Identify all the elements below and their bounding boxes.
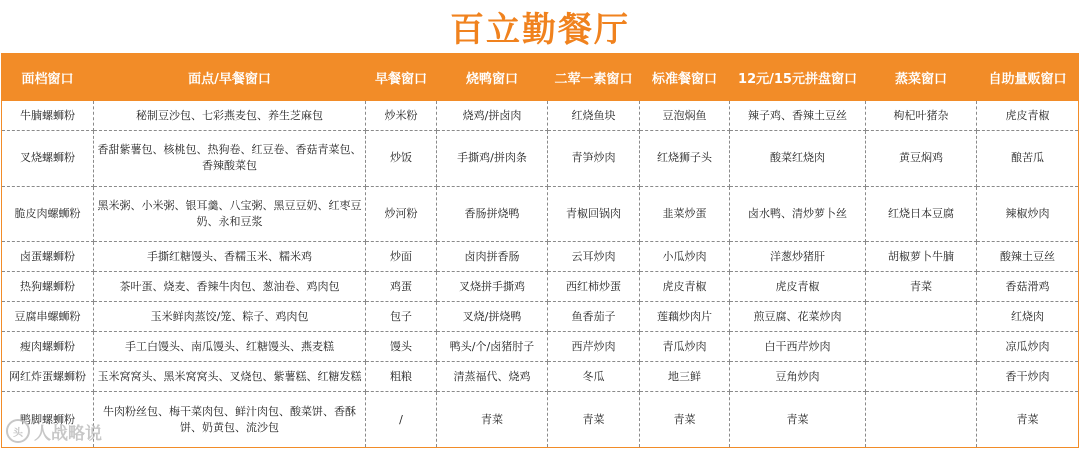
table-cell: 鸭脚螺蛳粉: [2, 392, 94, 448]
table-cell: 青笋炒肉: [548, 131, 640, 186]
table-cell: 小瓜炒肉: [640, 242, 730, 272]
table-cell: 热狗螺蛳粉: [2, 272, 94, 302]
table-cell: 胡椒萝卜牛腩: [866, 242, 977, 272]
table-cell: 豆角炒肉: [730, 362, 866, 392]
table-cell: 青菜: [437, 392, 548, 448]
table-cell: 辣椒炒肉: [977, 186, 1079, 241]
table-cell: 手工白馒头、南瓜馒头、红糖馒头、燕麦糕: [94, 332, 366, 362]
header-cell: 标准餐窗口: [640, 54, 730, 101]
table-cell: 青瓜炒肉: [640, 332, 730, 362]
table-cell: 青椒回锅肉: [548, 186, 640, 241]
table-cell: 清蒸福代、烧鸡: [437, 362, 548, 392]
table-cell: 洋葱炒猪肝: [730, 242, 866, 272]
table-cell: 枸杞叶猪杂: [866, 101, 977, 131]
table-cell: 鸡蛋: [366, 272, 437, 302]
table-cell: 红烧肉: [977, 302, 1079, 332]
table-cell: 炒面: [366, 242, 437, 272]
table-cell: 叉烧/拼烧鸭: [437, 302, 548, 332]
table-cell: 网红炸蛋螺蛳粉: [2, 362, 94, 392]
table-cell: 青菜: [866, 272, 977, 302]
table-row: [2, 186, 1079, 241]
table-cell: 辣子鸡、香辣土豆丝: [730, 101, 866, 131]
table-row: [2, 392, 1079, 448]
header-cell: 二荤一素窗口: [548, 54, 640, 101]
header-cell: 蒸菜窗口: [866, 54, 977, 101]
table-cell: 西芹炒肉: [548, 332, 640, 362]
table-cell: 馒头: [366, 332, 437, 362]
table-cell: 手撕鸡/拼肉条: [437, 131, 548, 186]
page-title: 百立勤餐厅: [450, 9, 630, 50]
header-cell: 早餐窗口: [366, 54, 437, 101]
table-cell: 鱼香茄子: [548, 302, 640, 332]
table-cell: 香菇滑鸡: [977, 272, 1079, 302]
table-cell: 煎豆腐、花菜炒肉: [730, 302, 866, 332]
table-cell: 酸辣土豆丝: [977, 242, 1079, 272]
table-cell: 卤水鸭、清炒萝卜丝: [730, 186, 866, 241]
table-cell: 豆泡焖鱼: [640, 101, 730, 131]
table-cell: 莲藕炒肉片: [640, 302, 730, 332]
table-cell: 西红柿炒蛋: [548, 272, 640, 302]
table-cell: 冬瓜: [548, 362, 640, 392]
table-cell: 酿苦瓜: [977, 131, 1079, 186]
table-cell: 卤肉拼香肠: [437, 242, 548, 272]
header-cell: 烧鸭窗口: [437, 54, 548, 101]
table-cell: [866, 362, 977, 392]
table-cell: 地三鲜: [640, 362, 730, 392]
table-row: [2, 131, 1079, 186]
table-cell: 红烧鱼块: [548, 101, 640, 131]
table-cell: 茶叶蛋、烧麦、香辣牛肉包、葱油卷、鸡肉包: [94, 272, 366, 302]
table-cell: [866, 392, 977, 448]
table-cell: 虎皮青椒: [730, 272, 866, 302]
table-cell: 包子: [366, 302, 437, 332]
table-cell: 黄豆焖鸡: [866, 131, 977, 186]
table-cell: 白干西芹炒肉: [730, 332, 866, 362]
table-cell: 炒河粉: [366, 186, 437, 241]
table-cell: 卤蛋螺蛳粉: [2, 242, 94, 272]
table-cell: 牛腩螺蛳粉: [2, 101, 94, 131]
table-cell: 豆腐串螺蛳粉: [2, 302, 94, 332]
table-cell: 红烧日本豆腐: [866, 186, 977, 241]
table-cell: 香肠拼烧鸭: [437, 186, 548, 241]
table-row: [2, 302, 1079, 332]
table-cell: 叉烧拼手撕鸡: [437, 272, 548, 302]
table-cell: 韭菜炒蛋: [640, 186, 730, 241]
table-cell: 云耳炒肉: [548, 242, 640, 272]
header-row: [2, 54, 1079, 101]
table-cell: 手撕红糖馒头、香糯玉米、糯米鸡: [94, 242, 366, 272]
table-cell: 脆皮肉螺蛳粉: [2, 186, 94, 241]
table-cell: 玉米鲜肉蒸饺/笼、粽子、鸡肉包: [94, 302, 366, 332]
table-cell: [866, 332, 977, 362]
header-cell: 面点/早餐窗口: [94, 54, 366, 101]
table-cell: 瘦肉螺蛳粉: [2, 332, 94, 362]
header-cell: 自助量贩窗口: [977, 54, 1079, 101]
table-cell: 粗粮: [366, 362, 437, 392]
table-cell: 秘制豆沙包、七彩燕麦包、养生芝麻包: [94, 101, 366, 131]
table-cell: 虎皮青椒: [640, 272, 730, 302]
table-cell: [866, 302, 977, 332]
table-row: [2, 101, 1079, 131]
table-cell: 鸭头/个/卤猪肘子: [437, 332, 548, 362]
table-cell: 香干炒肉: [977, 362, 1079, 392]
table-cell: 青菜: [548, 392, 640, 448]
table-cell: 炒米粉: [366, 101, 437, 131]
table-cell: 玉米窝窝头、黑米窝窝头、叉烧包、紫薯糕、红糖发糕: [94, 362, 366, 392]
header-cell: 12元/15元拼盘窗口: [730, 54, 866, 101]
table-cell: 青菜: [730, 392, 866, 448]
table-row: [2, 272, 1079, 302]
header-cell: 面档窗口: [2, 54, 94, 101]
table-row: [2, 362, 1079, 392]
table-cell: 虎皮青椒: [977, 101, 1079, 131]
table-cell: 酸菜红烧肉: [730, 131, 866, 186]
table-cell: 青菜: [977, 392, 1079, 448]
table-cell: 炒饭: [366, 131, 437, 186]
table-cell: 红烧狮子头: [640, 131, 730, 186]
menu-table: [1, 53, 1079, 448]
table-cell: 烧鸡/拼卤肉: [437, 101, 548, 131]
table-cell: /: [366, 392, 437, 448]
table-cell: 黑米粥、小米粥、银耳羹、八宝粥、黑豆豆奶、红枣豆奶、永和豆浆: [94, 186, 366, 241]
watermark-logo-icon: 头: [6, 419, 30, 443]
table-cell: 叉烧螺蛳粉: [2, 131, 94, 186]
table-cell: 青菜: [640, 392, 730, 448]
table-row: [2, 242, 1079, 272]
table-row: [2, 332, 1079, 362]
table-cell: 牛肉粉丝包、梅干菜肉包、鲜汁肉包、酸菜饼、香酥饼、奶黄包、流沙包: [94, 392, 366, 448]
table-cell: 香甜紫薯包、核桃包、热狗卷、红豆卷、香菇青菜包、香辣酸菜包: [94, 131, 366, 186]
table-cell: 凉瓜炒肉: [977, 332, 1079, 362]
watermark-text: 人战略说: [34, 423, 102, 444]
